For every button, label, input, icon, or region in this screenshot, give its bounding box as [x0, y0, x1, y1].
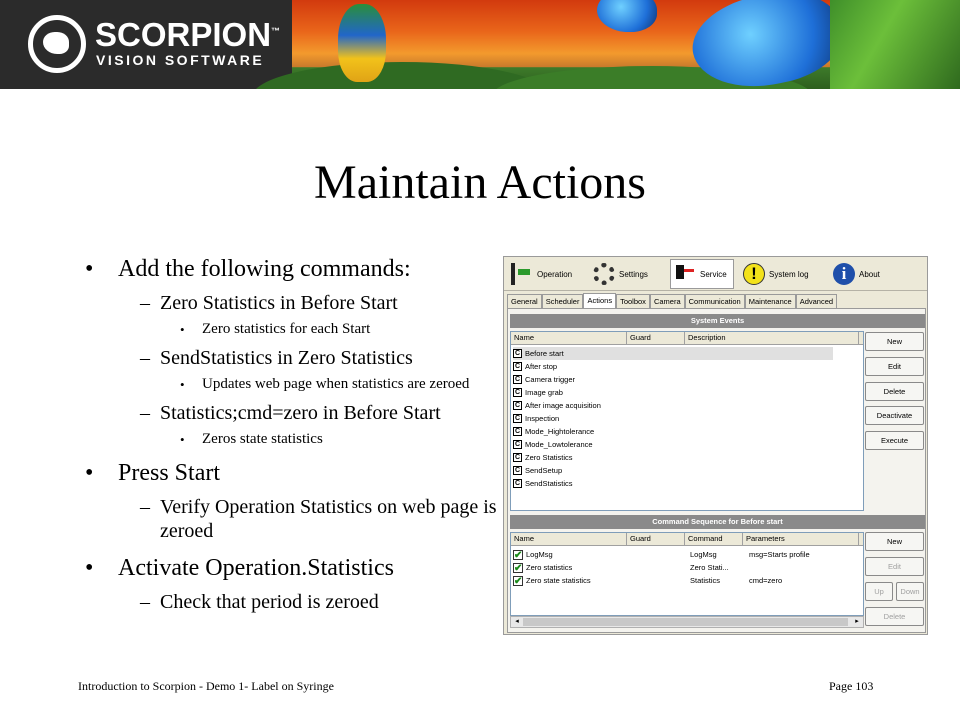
sub-bullet-item: – SendStatistics in Zero Statistics	[85, 346, 500, 370]
event-c-icon: C	[514, 376, 521, 383]
event-c-icon: C	[514, 363, 521, 370]
operation-icon	[511, 263, 533, 285]
event-name: Image grab	[525, 388, 563, 397]
column-description[interactable]: Description	[685, 332, 859, 344]
tab-maintenance[interactable]: Maintenance	[745, 294, 796, 308]
column-command[interactable]: Command	[685, 533, 743, 545]
event-c-icon: C	[514, 415, 521, 422]
toolbar-service-button[interactable]	[670, 259, 734, 289]
actions-panel	[507, 308, 926, 633]
command-up-button[interactable]: Up	[865, 582, 893, 601]
toolbar-label: Settings	[619, 269, 648, 279]
event-row[interactable]	[513, 360, 557, 373]
event-c-icon: C	[514, 454, 521, 461]
event-row[interactable]	[513, 438, 593, 451]
command-row[interactable]	[513, 574, 863, 587]
page-number: Page 103	[829, 679, 874, 693]
event-name: Camera trigger	[525, 375, 576, 384]
sub-sub-bullet-item: • Zero statistics for each Start	[85, 321, 500, 338]
toolbar-label: System log	[769, 269, 809, 279]
sub-bullet-item: – Verify Operation Statistics on web page is zeroed	[85, 495, 500, 543]
event-name: Mode_Lowtolerance	[525, 440, 593, 449]
toolbar-label: About	[859, 269, 880, 279]
tab-camera[interactable]: Camera	[650, 294, 685, 308]
bullet-list	[85, 255, 500, 614]
toolbar-settings-button[interactable]	[590, 259, 666, 289]
event-c-icon: C	[514, 428, 521, 435]
banner-artwork	[292, 0, 960, 89]
sub-bullet-item: – Statistics;cmd=zero in Before Start	[85, 401, 500, 425]
sub-bullet-item: – Zero Statistics in Before Start	[85, 291, 500, 315]
event-c-icon: C	[514, 389, 521, 396]
sub-sub-bullet-item: • Updates web page when statistics are zeroed	[85, 376, 500, 393]
events-column-headers	[511, 332, 863, 345]
system-events-list	[510, 331, 864, 511]
event-row[interactable]	[513, 412, 559, 425]
sub-sub-bullet-item: • Zeros state statistics	[85, 431, 500, 448]
column-guard[interactable]: Guard	[627, 533, 685, 545]
command-sequence-list	[510, 532, 864, 616]
command-params: cmd=zero	[749, 576, 783, 585]
event-c-icon: C	[514, 441, 521, 448]
command-type: Zero Stati...	[690, 563, 729, 572]
gear-icon	[593, 263, 615, 285]
event-new-button[interactable]: New	[865, 332, 924, 351]
command-down-button[interactable]: Down	[896, 582, 924, 601]
event-c-icon: C	[514, 402, 521, 409]
event-c-icon: C	[514, 467, 521, 474]
scroll-left-arrow-icon[interactable]: ◂	[515, 618, 519, 625]
tab-communication[interactable]: Communication	[685, 294, 745, 308]
fern-image	[830, 0, 960, 89]
butterfly-image	[597, 0, 657, 32]
event-row[interactable]	[513, 347, 833, 360]
column-parameters[interactable]: Parameters	[743, 533, 859, 545]
horizontal-scrollbar[interactable]	[510, 616, 864, 628]
warning-icon: !	[743, 263, 765, 285]
event-c-icon: C	[514, 480, 521, 487]
app-screenshot	[503, 256, 928, 635]
event-name: After image acquisition	[525, 401, 601, 410]
event-name: Inspection	[525, 414, 560, 423]
sub-bullet-item: – Check that period is zeroed	[85, 590, 500, 614]
command-row[interactable]	[513, 561, 863, 574]
system-events-header: System Events	[510, 314, 925, 328]
commands-column-headers	[511, 533, 863, 546]
command-type: Statistics	[690, 576, 721, 585]
service-icon	[674, 263, 696, 285]
event-row[interactable]	[513, 464, 562, 477]
command-row[interactable]	[513, 548, 863, 561]
tab-scheduler[interactable]: Scheduler	[542, 294, 584, 308]
command-params: msg=Starts profile	[749, 550, 810, 559]
command-edit-button[interactable]: Edit	[865, 557, 924, 576]
bullet-item: • Press Start	[85, 459, 500, 487]
toolbar-label: Service	[700, 269, 727, 279]
tab-toolbox[interactable]: Toolbox	[616, 294, 650, 308]
bullet-item: • Add the following commands:	[85, 255, 500, 283]
event-row[interactable]	[513, 386, 563, 399]
tab-actions[interactable]: Actions	[583, 293, 616, 308]
event-name: After stop	[525, 362, 558, 371]
event-c-icon: C	[514, 350, 521, 357]
command-name: Zero statistics	[526, 563, 573, 572]
parrot-image	[338, 4, 386, 82]
bullet-item: • Activate Operation.Statistics	[85, 554, 500, 582]
toolbar-systemlog-button[interactable]	[740, 259, 826, 289]
scorpion-logo-icon	[28, 15, 86, 73]
event-name: Mode_Hightolerance	[525, 427, 595, 436]
command-sequence-header: Command Sequence for Before start	[510, 515, 925, 529]
event-name: SendStatistics	[525, 479, 573, 488]
event-row[interactable]	[513, 425, 594, 438]
logo	[0, 0, 292, 89]
brand-tagline: VISION SOFTWARE	[96, 52, 265, 68]
toolbar-label: Operation	[537, 269, 573, 279]
event-delete-button[interactable]: Delete	[865, 382, 924, 401]
butterfly-image	[684, 0, 849, 89]
event-name: SendSetup	[525, 466, 563, 475]
tab-general[interactable]: General	[507, 294, 542, 308]
event-edit-button[interactable]: Edit	[865, 357, 924, 376]
tab-bar	[507, 293, 837, 308]
toolbar	[504, 257, 928, 291]
event-row[interactable]	[513, 477, 573, 490]
command-name: Zero state statistics	[526, 576, 591, 585]
column-guard[interactable]: Guard	[627, 332, 685, 344]
enabled-checkbox[interactable]: ✔	[514, 562, 523, 574]
column-name[interactable]: Name	[511, 533, 627, 545]
event-execute-button[interactable]: Execute	[865, 431, 924, 450]
event-row[interactable]	[513, 399, 601, 412]
event-name: Zero Statistics	[525, 453, 573, 462]
event-name: Before start	[525, 349, 564, 358]
enabled-checkbox[interactable]: ✔	[514, 549, 523, 561]
event-deactivate-button[interactable]: Deactivate	[865, 406, 924, 425]
brand-name: SCORPION™	[95, 16, 281, 53]
tab-advanced[interactable]: Advanced	[796, 294, 837, 308]
header-banner	[0, 0, 960, 89]
command-delete-button[interactable]: Delete	[865, 607, 924, 626]
command-new-button[interactable]: New	[865, 532, 924, 551]
toolbar-operation-button[interactable]	[508, 259, 586, 289]
info-icon: i	[833, 263, 855, 285]
column-name[interactable]: Name	[511, 332, 627, 344]
toolbar-about-button[interactable]	[830, 259, 896, 289]
footer-left: Introduction to Scorpion - Demo 1- Label on Syringe	[78, 679, 334, 693]
slide-title: Maintain Actions	[314, 156, 646, 209]
enabled-checkbox[interactable]: ✔	[514, 575, 523, 587]
event-row[interactable]	[513, 373, 575, 386]
scrollbar-thumb[interactable]	[523, 618, 848, 626]
event-row[interactable]	[513, 451, 573, 464]
scroll-right-arrow-icon[interactable]: ▸	[855, 618, 859, 625]
command-name: LogMsg	[526, 550, 553, 559]
command-type: LogMsg	[690, 550, 717, 559]
